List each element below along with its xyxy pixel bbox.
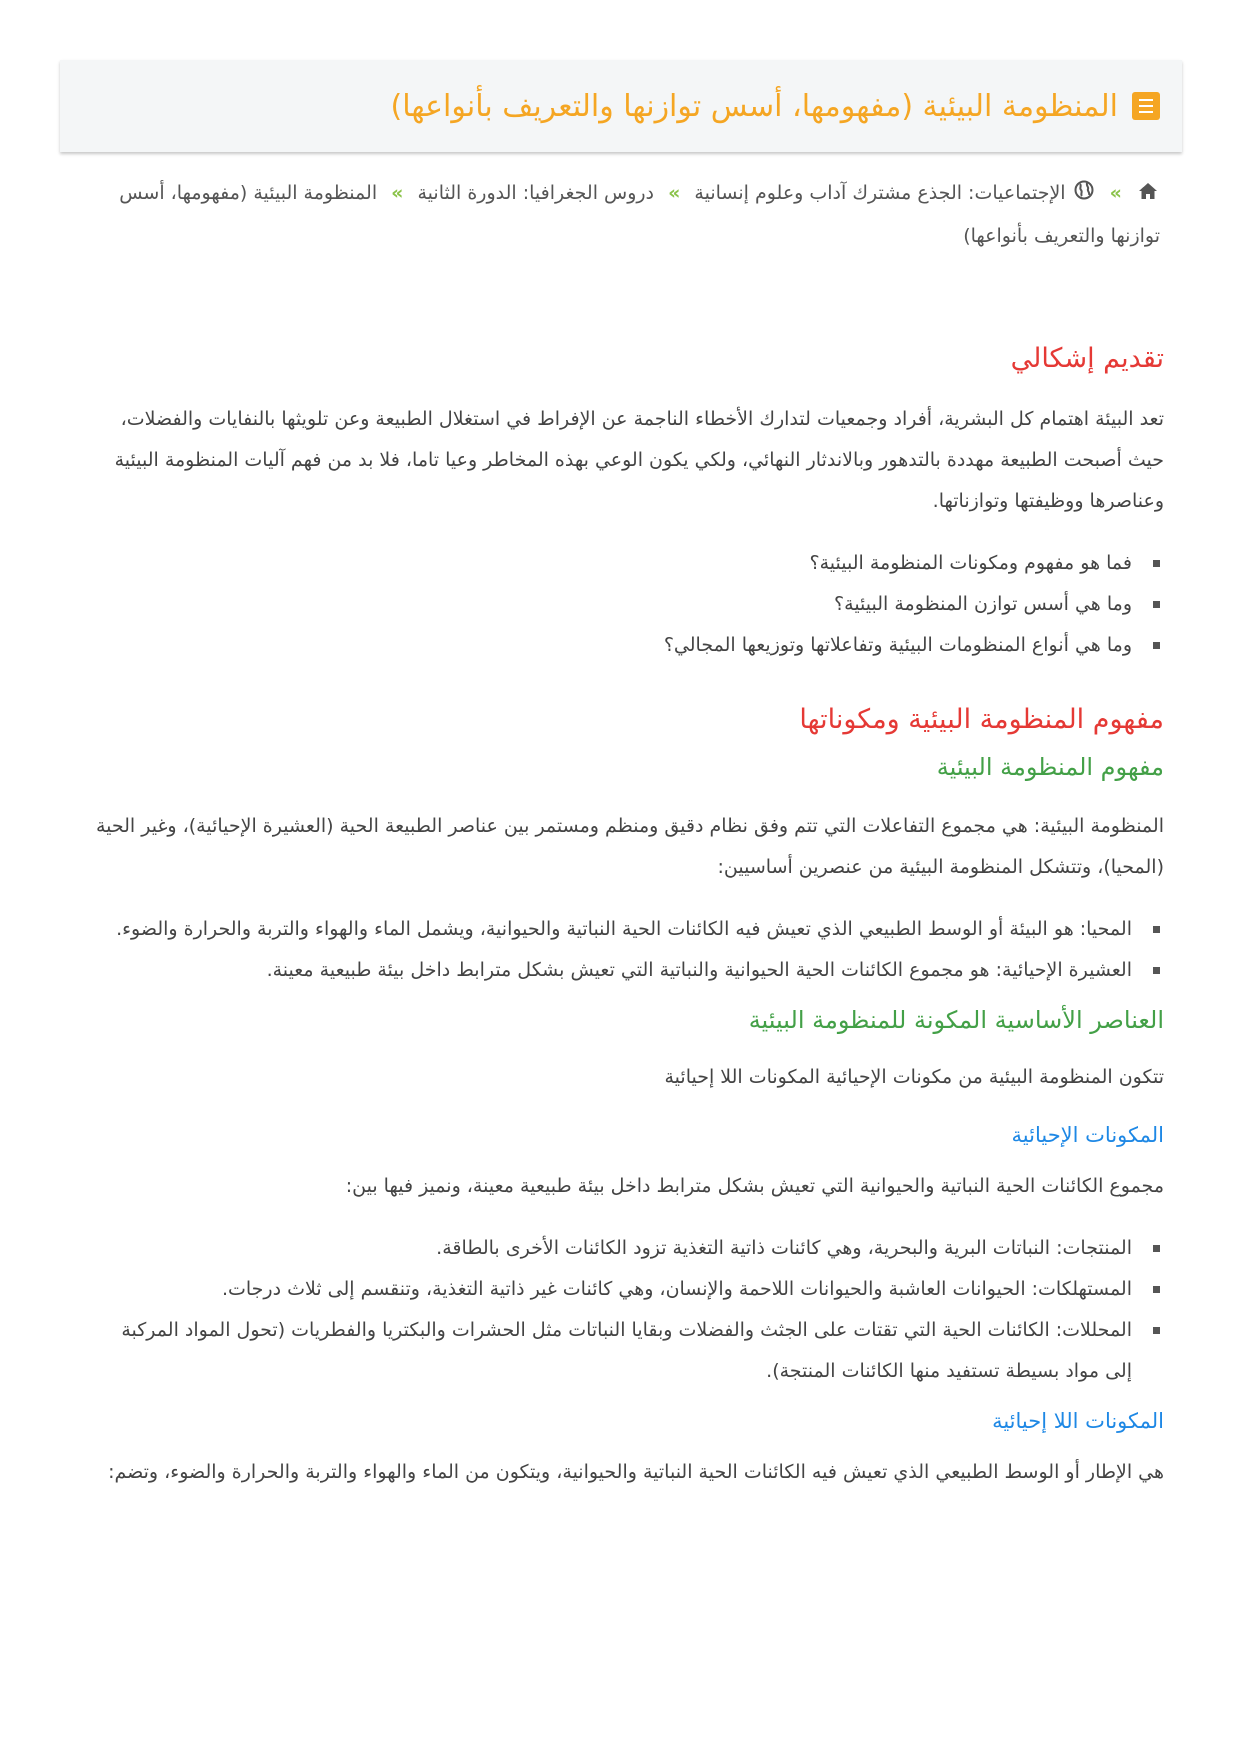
breadcrumb-separator: » (391, 182, 404, 204)
sub-heading-elements: العناصر الأساسية المكونة للمنظومة البيئية (748, 1005, 1164, 1034)
elements-paragraph: تتكون المنظومة البيئية من مكونات الإحيائية المكونات اللا إحيائية (664, 1065, 1164, 1088)
home-icon[interactable] (1138, 173, 1158, 215)
sub-heading-concept: مفهوم المنظومة البيئية (936, 752, 1164, 781)
concept-paragraph: المنظومة البيئية: هي مجموع التفاعلات التي تتم وفق نظام دقيق ومنظم ومستمر بين عناصر الطبيعة الحية (العشيرة الإحيائية)، وغير الحية (المحيا)، وتتشكل المنظومة البيئية من عنصرين أساسيين: (95, 814, 1164, 878)
biotic-list (90, 1228, 1164, 1392)
breadcrumb-separator: » (1109, 182, 1122, 204)
list-item: فما هو مفهوم ومكونات المنظومة البيئية؟ (90, 543, 1132, 584)
list-item: المحللات: الكائنات الحية التي تقتات على الجثث والفضلات وبقايا النباتات مثل الحشرات والبكتريا والفطريات (تحول المواد المركبة إلى مواد بسيطة تستفيد منها الكائنات المنتجة). (90, 1310, 1132, 1392)
section-heading-intro: تقديم إشكالي (1010, 342, 1164, 374)
abiotic-paragraph: هي الإطار أو الوسط الطبيعي الذي تعيش فيه الكائنات الحية النباتية والحيوانية، ويتكون من الماء والهواء والتربة والحرارة والضوء، وتضم: (108, 1460, 1164, 1483)
list-item: المستهلكات: الحيوانات العاشبة والحيوانات اللاحمة والإنسان، وهي كائنات غير ذاتية التغذية، وتنقسم إلى ثلاث درجات. (90, 1269, 1132, 1310)
list-icon (1132, 92, 1160, 120)
page-title: المنظومة البيئية (مفهومها، أسس توازنها والتعريف بأنواعها) (390, 88, 1118, 124)
breadcrumb (60, 172, 1182, 257)
intro-questions-list (90, 543, 1164, 666)
list-item: المحيا: هو البيئة أو الوسط الطبيعي الذي تعيش فيه الكائنات الحية النباتية والحيوانية، ويشمل الماء والهواء والتربة والحرارة والضوء. (90, 909, 1132, 950)
concept-list (90, 909, 1164, 991)
breadcrumb-item-social-studies[interactable]: الإجتماعيات: الجذع مشترك آداب وعلوم إنسانية (694, 182, 1066, 204)
minor-heading-biotic: المكونات الإحيائية (1011, 1122, 1164, 1147)
list-item: وما هي أنواع المنظومات البيئية وتفاعلاتها وتوزيعها المجالي؟ (90, 625, 1132, 666)
page (60, 60, 1182, 1493)
minor-heading-abiotic: المكونات اللا إحيائية (992, 1408, 1164, 1433)
globe-icon (1074, 173, 1094, 215)
breadcrumb-item-current: المنظومة البيئية (مفهومها، أسس توازنها والتعريف بأنواعها) (119, 182, 1160, 247)
breadcrumb-separator: » (668, 182, 681, 204)
list-item: العشيرة الإحيائية: هو مجموع الكائنات الحية الحيوانية والنباتية التي تعيش بشكل مترابط داخل بيئة طبيعية معينة. (90, 950, 1132, 991)
list-item: وما هي أسس توازن المنظومة البيئية؟ (90, 584, 1132, 625)
intro-paragraph: تعد البيئة اهتمام كل البشرية، أفراد وجمعيات لتدارك الأخطاء الناجمة عن الإفراط في استغلال الطبيعة وعن تلويثها بالنفايات والفضلات، حيث أصبحت الطبيعة مهددة بالتدهور وبالاندثار النهائي، ولكي يكون الوعي بهذه المخاطر وعيا تاما، فلا بد من فهم آليات المنظومة البيئية وعناصرها ووظيفتها وتوازناتها. (114, 407, 1164, 512)
list-item: المنتجات: النباتات البرية والبحرية، وهي كائنات ذاتية التغذية تزود الكائنات الأخرى بالطاقة. (90, 1228, 1132, 1269)
article-content (60, 339, 1182, 1493)
biotic-paragraph: مجموع الكائنات الحية النباتية والحيوانية التي تعيش بشكل مترابط داخل بيئة طبيعية معينة، ونميز فيها بين: (345, 1174, 1164, 1197)
title-bar (60, 60, 1182, 152)
breadcrumb-item-geography-lessons[interactable]: دروس الجغرافيا: الدورة الثانية (417, 182, 655, 204)
section-heading-concept: مفهوم المنظومة البيئية ومكوناتها (799, 703, 1164, 735)
